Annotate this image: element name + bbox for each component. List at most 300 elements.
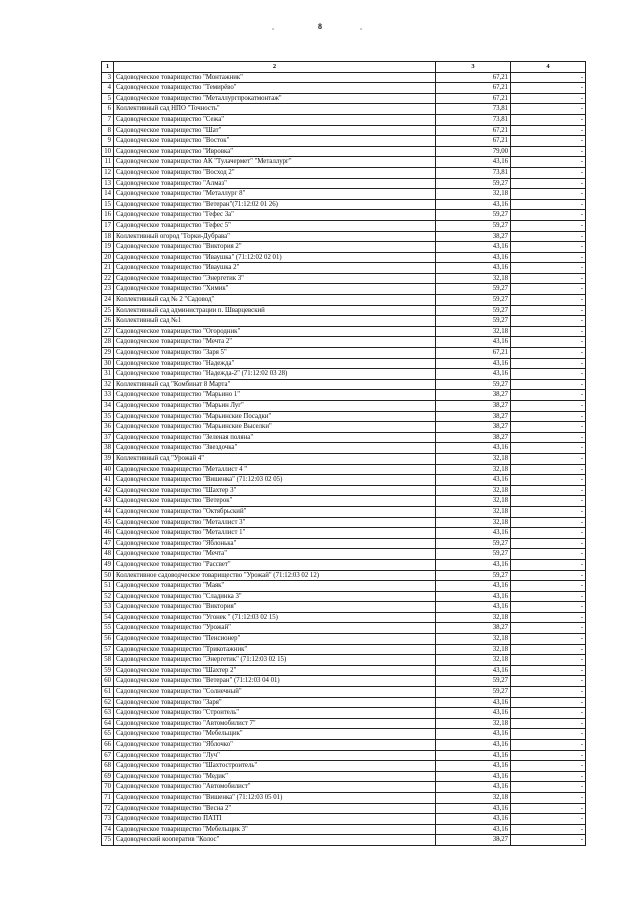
row-extra: - [511, 242, 586, 253]
table-row [102, 136, 586, 147]
row-name: Садоводческое товарищество "Шахтер 3" [114, 485, 436, 496]
row-name: Садоводческое товарищество "Ветеран"(71:12:02 01 26) [114, 199, 436, 210]
row-number: 46 [102, 528, 114, 539]
row-extra: - [511, 114, 586, 125]
row-value: 59,27 [436, 220, 511, 231]
row-name: Садоводческое товарищество "Металлург 8" [114, 189, 436, 200]
row-number: 71 [102, 792, 114, 803]
row-number: 68 [102, 761, 114, 772]
row-value: 67,21 [436, 93, 511, 104]
row-name: Садоводческое товарищество "Энергетик 3" [114, 273, 436, 284]
row-value: 43,16 [436, 591, 511, 602]
table-row [102, 178, 586, 189]
row-value: 32,18 [436, 517, 511, 528]
row-name: Садоводческое товарищество "Угонек " (71:12:03 02 15) [114, 612, 436, 623]
row-extra: - [511, 506, 586, 517]
row-extra: - [511, 623, 586, 634]
row-extra: - [511, 549, 586, 560]
row-extra: - [511, 697, 586, 708]
row-value: 59,27 [436, 676, 511, 687]
row-extra: - [511, 316, 586, 327]
table-row [102, 125, 586, 136]
row-value: 43,16 [436, 263, 511, 274]
row-extra: - [511, 401, 586, 412]
row-number: 64 [102, 718, 114, 729]
row-number: 36 [102, 422, 114, 433]
table-row [102, 114, 586, 125]
row-number: 34 [102, 401, 114, 412]
table-row [102, 581, 586, 592]
table-row [102, 538, 586, 549]
row-value: 43,16 [436, 729, 511, 740]
row-number: 29 [102, 348, 114, 359]
row-extra: - [511, 559, 586, 570]
row-name: Садоводческое товарищество "Металлургпрокатмонтаж" [114, 93, 436, 104]
row-name: Садоводческое товарищество "Мечта" [114, 549, 436, 560]
row-value: 67,21 [436, 125, 511, 136]
row-number: 73 [102, 814, 114, 825]
table-row [102, 231, 586, 242]
row-extra: - [511, 432, 586, 443]
table-row [102, 157, 586, 168]
row-value: 38,27 [436, 411, 511, 422]
table-body [102, 72, 586, 845]
row-number: 3 [102, 72, 114, 83]
table-row [102, 104, 586, 115]
table-row [102, 295, 586, 306]
table-row [102, 72, 586, 83]
table-row [102, 316, 586, 327]
row-extra: - [511, 305, 586, 316]
row-name: Садоводческое товарищество "Виктория" [114, 602, 436, 613]
row-name: Садоводческое товарищество "Иваушка 2" [114, 263, 436, 274]
row-value: 67,21 [436, 83, 511, 94]
row-value: 67,21 [436, 348, 511, 359]
row-number: 49 [102, 559, 114, 570]
row-number: 40 [102, 464, 114, 475]
row-value: 32,18 [436, 485, 511, 496]
row-extra: - [511, 528, 586, 539]
row-value: 38,27 [436, 390, 511, 401]
row-name: Садоводческое товарищество АК "Тулачермет" "Металлург" [114, 157, 436, 168]
row-number: 43 [102, 496, 114, 507]
row-extra: - [511, 167, 586, 178]
row-value: 43,16 [436, 602, 511, 613]
row-number: 51 [102, 581, 114, 592]
row-number: 15 [102, 199, 114, 210]
table-row [102, 687, 586, 698]
row-number: 47 [102, 538, 114, 549]
row-number: 13 [102, 178, 114, 189]
table-row [102, 549, 586, 560]
row-value: 38,27 [436, 231, 511, 242]
table-row [102, 570, 586, 581]
table-row [102, 496, 586, 507]
row-name: Садоводческое товарищество "Шахтостроитель" [114, 761, 436, 772]
row-extra: - [511, 676, 586, 687]
row-name: Садоводческое товарищество ПАТП [114, 814, 436, 825]
row-extra: - [511, 517, 586, 528]
row-name: Садоводческое товарищество "Металлист 3" [114, 517, 436, 528]
row-number: 75 [102, 835, 114, 846]
table-row [102, 422, 586, 433]
page-number: 8 [318, 22, 322, 31]
row-name: Коллективный сад №1 [114, 316, 436, 327]
row-name: Садоводческое товарищество "Металлист 4 " [114, 464, 436, 475]
row-value: 32,18 [436, 453, 511, 464]
table-row [102, 761, 586, 772]
row-value: 43,16 [436, 697, 511, 708]
row-extra: - [511, 496, 586, 507]
table-row [102, 792, 586, 803]
row-number: 57 [102, 644, 114, 655]
row-number: 39 [102, 453, 114, 464]
row-value: 43,16 [436, 157, 511, 168]
row-value: 73,81 [436, 114, 511, 125]
row-extra: - [511, 687, 586, 698]
row-number: 11 [102, 157, 114, 168]
row-name: Садоводческое товарищество "Монтажник" [114, 72, 436, 83]
table-row [102, 379, 586, 390]
row-extra: - [511, 718, 586, 729]
row-name: Садоводческое товарищество "Яблонька" [114, 538, 436, 549]
row-value: 43,16 [436, 814, 511, 825]
row-name: Садоводческое товарищество "Гефес 5" [114, 220, 436, 231]
row-number: 53 [102, 602, 114, 613]
table-row [102, 835, 586, 846]
row-value: 59,27 [436, 549, 511, 560]
row-extra: - [511, 602, 586, 613]
row-name: Садоводческое товарищество "Солнечный" [114, 687, 436, 698]
row-name: Садоводческое товарищество "Ивровка" [114, 146, 436, 157]
header-col-2: 2 [114, 62, 436, 73]
row-value: 59,27 [436, 687, 511, 698]
row-extra: - [511, 231, 586, 242]
row-extra: - [511, 369, 586, 380]
table-row [102, 305, 586, 316]
row-name: Садоводческое товарищество "Яблочко" [114, 740, 436, 751]
row-name: Садоводческий кооператив "Колос" [114, 835, 436, 846]
row-extra: - [511, 263, 586, 274]
table-row [102, 655, 586, 666]
table-row [102, 199, 586, 210]
row-name: Садоводческое товарищество "Октябрьский" [114, 506, 436, 517]
row-number: 21 [102, 263, 114, 274]
row-value: 43,16 [436, 252, 511, 263]
row-name: Садоводческое товарищество "Алмаз" [114, 178, 436, 189]
table-row [102, 612, 586, 623]
row-extra: - [511, 93, 586, 104]
row-number: 17 [102, 220, 114, 231]
row-value: 38,27 [436, 422, 511, 433]
table-row [102, 803, 586, 814]
row-value: 43,16 [436, 475, 511, 486]
row-number: 59 [102, 665, 114, 676]
row-value: 59,27 [436, 316, 511, 327]
row-name: Садоводческое товарищество "Зеленая поляна" [114, 432, 436, 443]
row-value: 43,16 [436, 771, 511, 782]
row-name: Садоводческое товарищество "Мечта 2" [114, 337, 436, 348]
row-name: Садоводческое товарищество "Восход 2" [114, 167, 436, 178]
row-number: 50 [102, 570, 114, 581]
row-name: Садоводческое товарищество "Огородник" [114, 326, 436, 337]
row-value: 43,16 [436, 782, 511, 793]
row-extra: - [511, 464, 586, 475]
row-number: 8 [102, 125, 114, 136]
row-extra: - [511, 252, 586, 263]
table-row [102, 814, 586, 825]
row-number: 28 [102, 337, 114, 348]
row-extra: - [511, 814, 586, 825]
table-row [102, 242, 586, 253]
row-extra: - [511, 708, 586, 719]
table-row [102, 146, 586, 157]
row-extra: - [511, 729, 586, 740]
table-row [102, 464, 586, 475]
row-name: Садоводческое товарищество "Звездочка" [114, 443, 436, 454]
row-name: Коллективное садоводческое товарищество "Урожай" (71:12:03 02 12) [114, 570, 436, 581]
row-extra: - [511, 379, 586, 390]
row-value: 73,81 [436, 167, 511, 178]
row-number: 60 [102, 676, 114, 687]
row-value: 79,00 [436, 146, 511, 157]
row-number: 45 [102, 517, 114, 528]
row-number: 7 [102, 114, 114, 125]
row-extra: - [511, 358, 586, 369]
row-name: Садоводческое товарищество "Заря" [114, 697, 436, 708]
row-number: 20 [102, 252, 114, 263]
row-extra: - [511, 146, 586, 157]
row-value: 43,16 [436, 369, 511, 380]
row-number: 44 [102, 506, 114, 517]
table-row [102, 93, 586, 104]
table-row [102, 358, 586, 369]
row-value: 38,27 [436, 835, 511, 846]
row-value: 43,16 [436, 665, 511, 676]
row-name: Садоводческое товарищество "Трикотажник" [114, 644, 436, 655]
row-value: 32,18 [436, 326, 511, 337]
table-row [102, 83, 586, 94]
row-extra: - [511, 104, 586, 115]
row-name: Коллективный сад "Комбинат 8 Марта" [114, 379, 436, 390]
row-value: 32,18 [436, 655, 511, 666]
row-value: 59,27 [436, 570, 511, 581]
row-number: 69 [102, 771, 114, 782]
row-name: Садоводческое товарищество "Заря 5" [114, 348, 436, 359]
row-value: 32,18 [436, 644, 511, 655]
table-row [102, 718, 586, 729]
row-name: Садоводческое товарищество "Мебельщик" [114, 729, 436, 740]
row-value: 73,81 [436, 104, 511, 115]
row-number: 58 [102, 655, 114, 666]
table-row [102, 708, 586, 719]
row-name: Садоводческое товарищество "Восток" [114, 136, 436, 147]
row-name: Садоводческое товарищество "Темирёво" [114, 83, 436, 94]
row-number: 27 [102, 326, 114, 337]
row-name: Садоводческое товарищество "Гефес 3а" [114, 210, 436, 221]
table-row [102, 348, 586, 359]
scan-speck [272, 28, 274, 30]
table-row [102, 390, 586, 401]
table-row [102, 220, 586, 231]
row-number: 19 [102, 242, 114, 253]
table-row [102, 485, 586, 496]
row-extra: - [511, 803, 586, 814]
row-name: Садоводческое товарищество "Вишенка" (71:12:03 02 05) [114, 475, 436, 486]
table-row [102, 740, 586, 751]
table-row [102, 369, 586, 380]
row-number: 74 [102, 824, 114, 835]
row-extra: - [511, 570, 586, 581]
row-value: 32,18 [436, 792, 511, 803]
table-row [102, 411, 586, 422]
row-number: 9 [102, 136, 114, 147]
row-number: 6 [102, 104, 114, 115]
header-col-1: 1 [102, 62, 114, 73]
row-name: Коллективный сад администрации п. Шварцевский [114, 305, 436, 316]
row-extra: - [511, 443, 586, 454]
table-row [102, 697, 586, 708]
row-name: Садоводческое товарищество "Металлист 1" [114, 528, 436, 539]
row-extra: - [511, 422, 586, 433]
row-extra: - [511, 326, 586, 337]
row-number: 65 [102, 729, 114, 740]
row-name: Коллективный сад "Урожай 4" [114, 453, 436, 464]
row-extra: - [511, 538, 586, 549]
row-extra: - [511, 665, 586, 676]
table-row [102, 559, 586, 570]
row-extra: - [511, 199, 586, 210]
row-number: 61 [102, 687, 114, 698]
table-row [102, 591, 586, 602]
row-value: 43,16 [436, 443, 511, 454]
row-name: Садоводческое товарищество "Надежда" [114, 358, 436, 369]
table-row [102, 729, 586, 740]
row-extra: - [511, 644, 586, 655]
row-extra: - [511, 771, 586, 782]
row-extra: - [511, 348, 586, 359]
table-row [102, 263, 586, 274]
row-value: 32,18 [436, 496, 511, 507]
row-name: Садоводческое товарищество "Весна 2" [114, 803, 436, 814]
row-extra: - [511, 284, 586, 295]
row-extra: - [511, 824, 586, 835]
row-name: Садоводческое товарищество "Иваушка" (71:12:02 02 01) [114, 252, 436, 263]
row-extra: - [511, 655, 586, 666]
row-extra: - [511, 792, 586, 803]
rates-table [101, 61, 586, 846]
table-row [102, 676, 586, 687]
row-number: 63 [102, 708, 114, 719]
row-value: 38,27 [436, 401, 511, 412]
table-row [102, 644, 586, 655]
row-extra: - [511, 220, 586, 231]
table-row [102, 517, 586, 528]
scan-speck [360, 28, 362, 30]
row-name: Садоводческое товарищество "Пенсионер" [114, 634, 436, 645]
row-extra: - [511, 411, 586, 422]
table-row [102, 506, 586, 517]
row-value: 43,16 [436, 581, 511, 592]
table-row [102, 528, 586, 539]
table-row [102, 210, 586, 221]
row-number: 16 [102, 210, 114, 221]
table-row [102, 273, 586, 284]
row-extra: - [511, 390, 586, 401]
table-row [102, 189, 586, 200]
row-value: 43,16 [436, 761, 511, 772]
row-extra: - [511, 475, 586, 486]
row-name: Садоводческое товарищество "Рассвет" [114, 559, 436, 570]
row-name: Садоводческое товарищество "Шахтер 2" [114, 665, 436, 676]
row-name: Садоводческое товарищество "Марьино 1" [114, 390, 436, 401]
row-value: 43,16 [436, 740, 511, 751]
row-number: 30 [102, 358, 114, 369]
row-number: 66 [102, 740, 114, 751]
row-extra: - [511, 210, 586, 221]
row-extra: - [511, 750, 586, 761]
row-name: Садоводческое товарищество "Ветеран" (71:12:03 04 01) [114, 676, 436, 687]
row-extra: - [511, 83, 586, 94]
row-extra: - [511, 125, 586, 136]
row-name: Садоводческое товарищество "Шат" [114, 125, 436, 136]
row-extra: - [511, 835, 586, 846]
row-name: Коллективный сад НПО "Точность" [114, 104, 436, 115]
row-number: 67 [102, 750, 114, 761]
row-value: 59,27 [436, 210, 511, 221]
row-name: Садоводческое товарищество "Урожай" [114, 623, 436, 634]
row-name: Садоводческое товарищество "Автомобилист" [114, 782, 436, 793]
row-extra: - [511, 485, 586, 496]
row-name: Садоводческое товарищество "Автомобилист 7" [114, 718, 436, 729]
row-extra: - [511, 634, 586, 645]
row-extra: - [511, 157, 586, 168]
row-value: 43,16 [436, 337, 511, 348]
row-extra: - [511, 761, 586, 772]
row-extra: - [511, 740, 586, 751]
table-row [102, 401, 586, 412]
row-name: Садоводческое товарищество "Сладинка 3" [114, 591, 436, 602]
row-number: 72 [102, 803, 114, 814]
row-value: 67,21 [436, 136, 511, 147]
row-value: 59,27 [436, 305, 511, 316]
row-value: 59,27 [436, 379, 511, 390]
row-value: 32,18 [436, 506, 511, 517]
table-row [102, 634, 586, 645]
table-row [102, 782, 586, 793]
row-value: 43,16 [436, 358, 511, 369]
row-number: 62 [102, 697, 114, 708]
row-extra: - [511, 178, 586, 189]
table-row [102, 602, 586, 613]
row-number: 24 [102, 295, 114, 306]
row-value: 43,16 [436, 242, 511, 253]
row-value: 43,16 [436, 708, 511, 719]
row-number: 38 [102, 443, 114, 454]
row-name: Коллективный огород "Горки-Дубрава" [114, 231, 436, 242]
row-extra: - [511, 136, 586, 147]
row-number: 37 [102, 432, 114, 443]
row-extra: - [511, 782, 586, 793]
row-number: 55 [102, 623, 114, 634]
row-value: 59,27 [436, 538, 511, 549]
row-value: 59,27 [436, 284, 511, 295]
row-name: Садоводческое товарищество "Химик" [114, 284, 436, 295]
row-number: 25 [102, 305, 114, 316]
row-value: 43,16 [436, 528, 511, 539]
table-row [102, 337, 586, 348]
row-name: Садоводческое товарищество "Мебельщик 3" [114, 824, 436, 835]
